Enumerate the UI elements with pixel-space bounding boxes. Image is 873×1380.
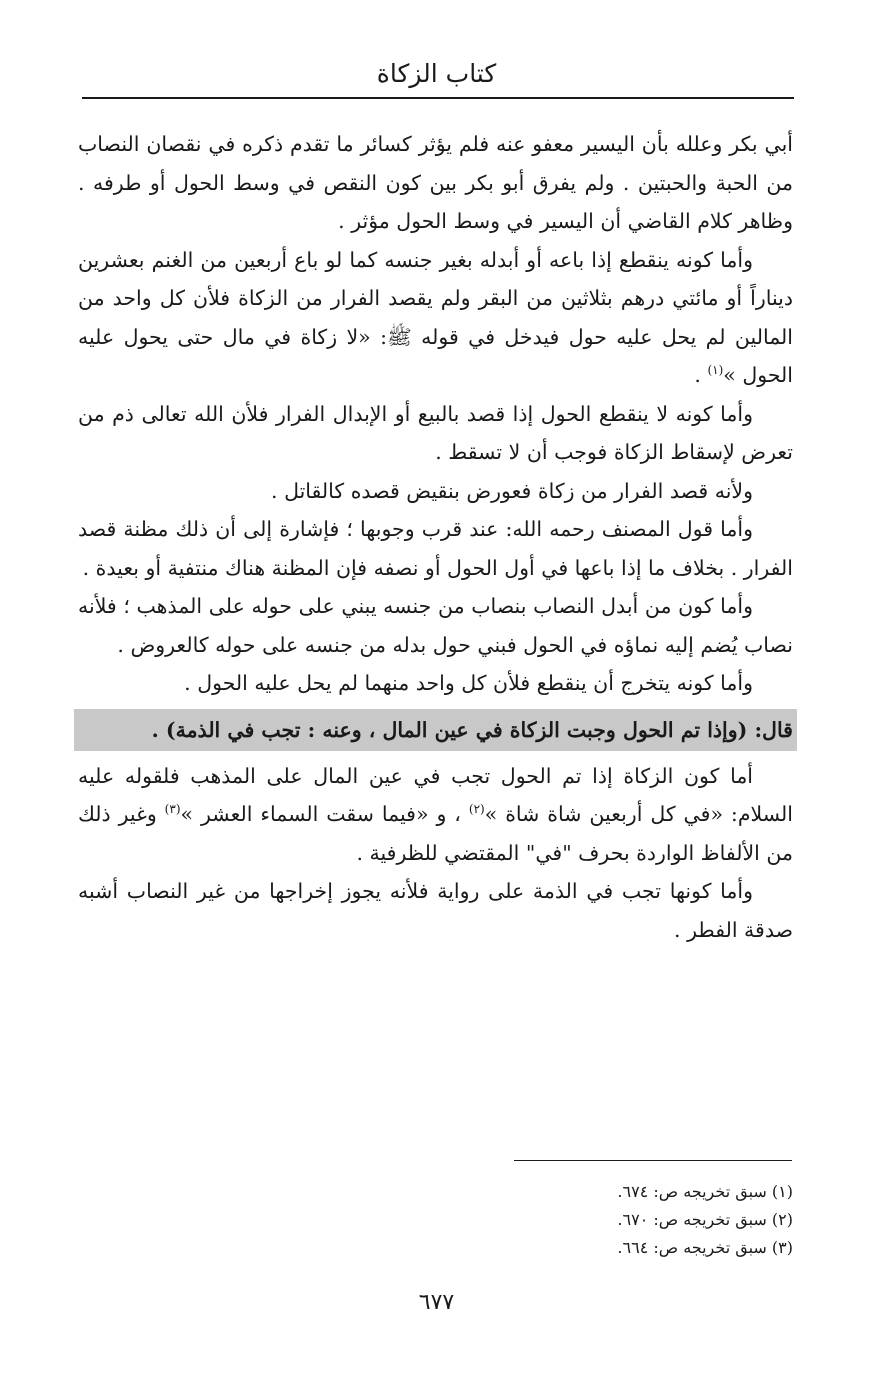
page-number: ٦٧٧ xyxy=(418,1290,455,1315)
paragraph-text: وأما كونه ينقطع إذا باعه أو أبدله بغير جنسه كما لو باع أربعين من الغنم بعشرين ديناراً أو مائتي درهم بثلاثين من البقر ولم يقصد الفرار من الزكاة فلأن كل واحد من المالين لم يحل عليه حول فيدخل في قوله ﷺ: «لا زكاة في مال حتى يحول عليه الحول » xyxy=(78,247,793,387)
paragraph xyxy=(78,757,793,873)
paragraph: وأما كون من أبدل النصاب بنصاب من جنسه يبني على حوله على المذهب ؛ فلأنه نصاب يُضم إليه نماؤه في الحول فبني حول بدله من جنسه على حوله كالعروض . xyxy=(78,594,793,657)
header-divider xyxy=(82,97,794,99)
footnote-ref: (٣) xyxy=(164,802,181,817)
footnote: (٣) سبق تخريجه ص: ٦٦٤. xyxy=(617,1238,793,1257)
footnotes xyxy=(520,1178,793,1262)
paragraph: وأما قول المصنف رحمه الله: عند قرب وجوبها ؛ فإشارة إلى أن ذلك مظنة قصد الفرار . بخلاف ما إذا باعها في أول الحول أو نصفه فإن المظنة هناك منتفية أو بعيدة . xyxy=(78,517,793,580)
footnote-ref: (٢) xyxy=(468,802,485,817)
paragraph: وأما كونها تجب في الذمة على رواية فلأنه يجوز إخراجها من غير النصاب أشبه صدقة الفطر . xyxy=(78,879,793,942)
section-heading: قال: (وإذا تم الحول وجبت الزكاة في عين المال ، وعنه : تجب في الذمة) . xyxy=(74,709,797,751)
paragraph: وأما كونه يتخرج أن ينقطع فلأن كل واحد منهما لم يحل عليه الحول . xyxy=(184,671,753,695)
paragraph: أبي بكر وعلله بأن اليسير معفو عنه فلم يؤثر كسائر ما تقدم ذكره في نقصان النصاب من الحبة والحبتين . ولم يفرق أبو بكر بين كون النقص في وسط الحول أو طرفه . وظاهر كلام القاضي أن اليسير في وسط الحول مؤثر . xyxy=(78,132,793,233)
running-header: كتاب الزكاة xyxy=(376,59,497,88)
paragraph-text: ، و «فيما سقت السماء العشر » xyxy=(180,802,469,826)
footnote: (١) سبق تخريجه ص: ٦٧٤. xyxy=(617,1182,793,1201)
paragraph: ولأنه قصد الفرار من زكاة فعورض بنقيض قصده كالقاتل . xyxy=(271,478,753,503)
paragraph-text: وغير ذلك من الألفاظ الواردة بحرف "في" المقتضي للظرفية . xyxy=(78,802,793,865)
paragraph xyxy=(78,241,793,395)
paragraph-text: . xyxy=(694,363,708,387)
footnote-ref: (١) xyxy=(707,363,724,378)
footnote: (٢) سبق تخريجه ص: ٦٧٠. xyxy=(617,1210,793,1229)
main-text xyxy=(78,125,793,949)
paragraph: وأما كونه لا ينقطع الحول إذا قصد بالبيع أو الإبدال الفرار فلأن الله تعالى ذم من تعرض لإسقاط الزكاة فوجب أن لا تسقط . xyxy=(78,401,793,464)
footnote-divider xyxy=(514,1160,792,1161)
paragraph-text: أما كون الزكاة إذا تم الحول تجب في عين المال على المذهب فلقوله عليه السلام: «في كل أربعين شاة شاة » xyxy=(78,763,793,826)
